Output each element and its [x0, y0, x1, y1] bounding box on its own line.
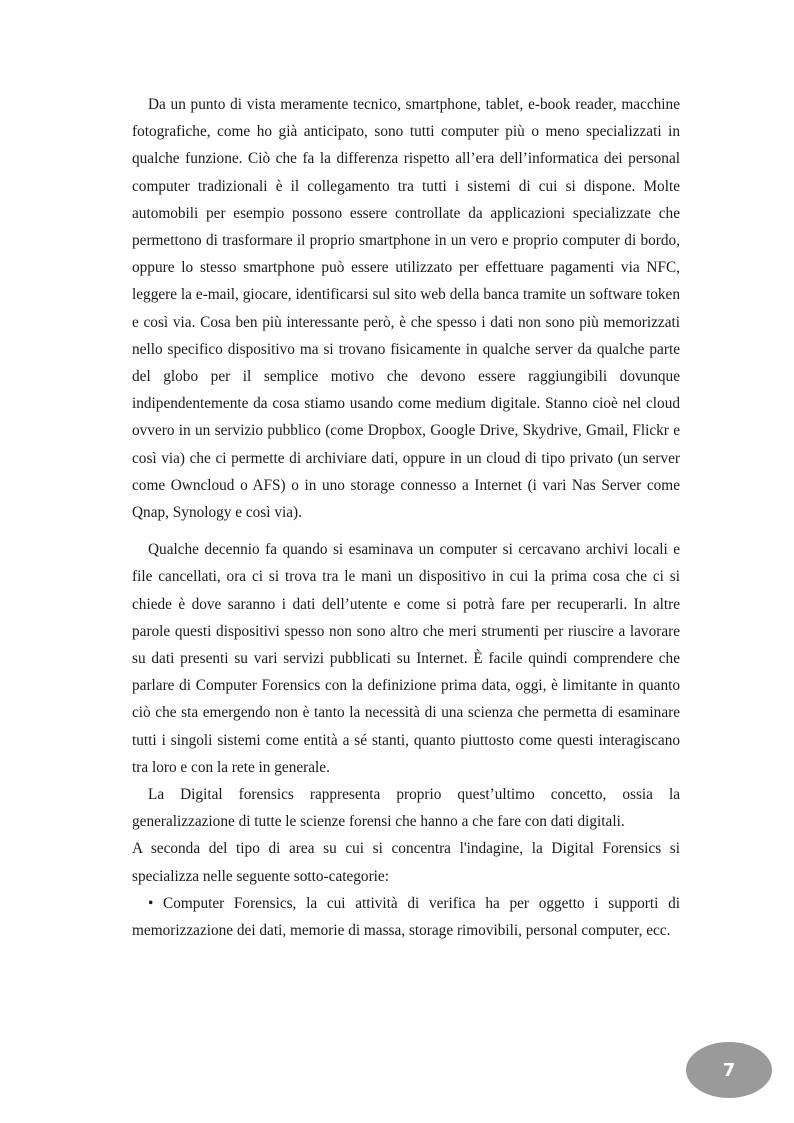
page-number: 7: [722, 1059, 736, 1081]
document-body: [132, 91, 680, 944]
bullet-item-computer-forensics: • Computer Forensics, la cui attività di verifica ha per oggetto i supporti di memorizzazione dei dati, memorie di massa, storage rimovibili, personal computer, ecc.: [132, 894, 680, 940]
paragraph-4: A seconda del tipo di area su cui si concentra l'indagine, la Digital Forensics si specializza nelle seguente sotto-categorie:: [132, 840, 680, 885]
paragraph-3: La Digital forensics rappresenta proprio quest’ultimo concetto, ossia la generalizzazione di tutte le scienze forensi che hanno a che fare con dati digitali.: [132, 786, 680, 831]
paragraph-2: Qualche decennio fa quando si esaminava un computer si cercavano archivi locali e file cancellati, ora ci si trova tra le mani un dispositivo in cui la prima cosa che ci si chiede è dove saranno i dati dell’utente e come si potrà fare per recuperarli. In altre parole questi dispositivi spesso non sono altro che meri strumenti per riuscire a lavorare su dati presenti su vari servizi pubblicati su Internet. È facile quindi comprendere che parlare di Computer Forensics con la definizione prima data, oggi, è limitante in quanto ciò che sta emergendo non è tanto la necessità di una scienza che permetta di esaminare tutti i singoli sistemi come entità a sé stanti, quanto piuttosto come questi interagiscano tra loro e con la rete in generale.: [132, 541, 680, 776]
paragraph-1: Da un punto di vista meramente tecnico, smartphone, tablet, e-book reader, macchine fotografiche, come ho già anticipato, sono tutti computer più o meno specializzati in qualche funzione. Ciò che fa la differenza rispetto all’era dell’informatica dei personal computer tradizionali è il collegamento tra tutti i sistemi di cui si dispone. Molte automobili per esempio possono essere controllate da applicazioni specializzate che permettono di trasformare il proprio smartphone in un vero e proprio computer di bordo, oppure lo stesso smartphone può essere utilizzato per effettuare pagamenti via NFC, leggere la e-mail, giocare, identificarsi sul sito web della banca tramite un software token e così via. Cosa ben più interessante però, è che spesso i dati non sono più memorizzati nello specifico dispositivo ma si trovano fisicamente in qualche server da qualche parte del globo per il semplice motivo che devono essere raggiungibili dovunque indipendentemente da cosa stiamo usando come medium digitale. Stanno cioè nel cloud ovvero in un servizio pubblico (come Dropbox, Google Drive, Skydrive, Gmail, Flickr e così via) che ci permette di archiviare dati, oppure in un cloud di tipo privato (un server come Owncloud o AFS) o in uno storage connesso a Internet (i vari Nas Server come Qnap, Synology e così via).: [132, 96, 680, 522]
page-number-badge: [686, 1042, 772, 1098]
